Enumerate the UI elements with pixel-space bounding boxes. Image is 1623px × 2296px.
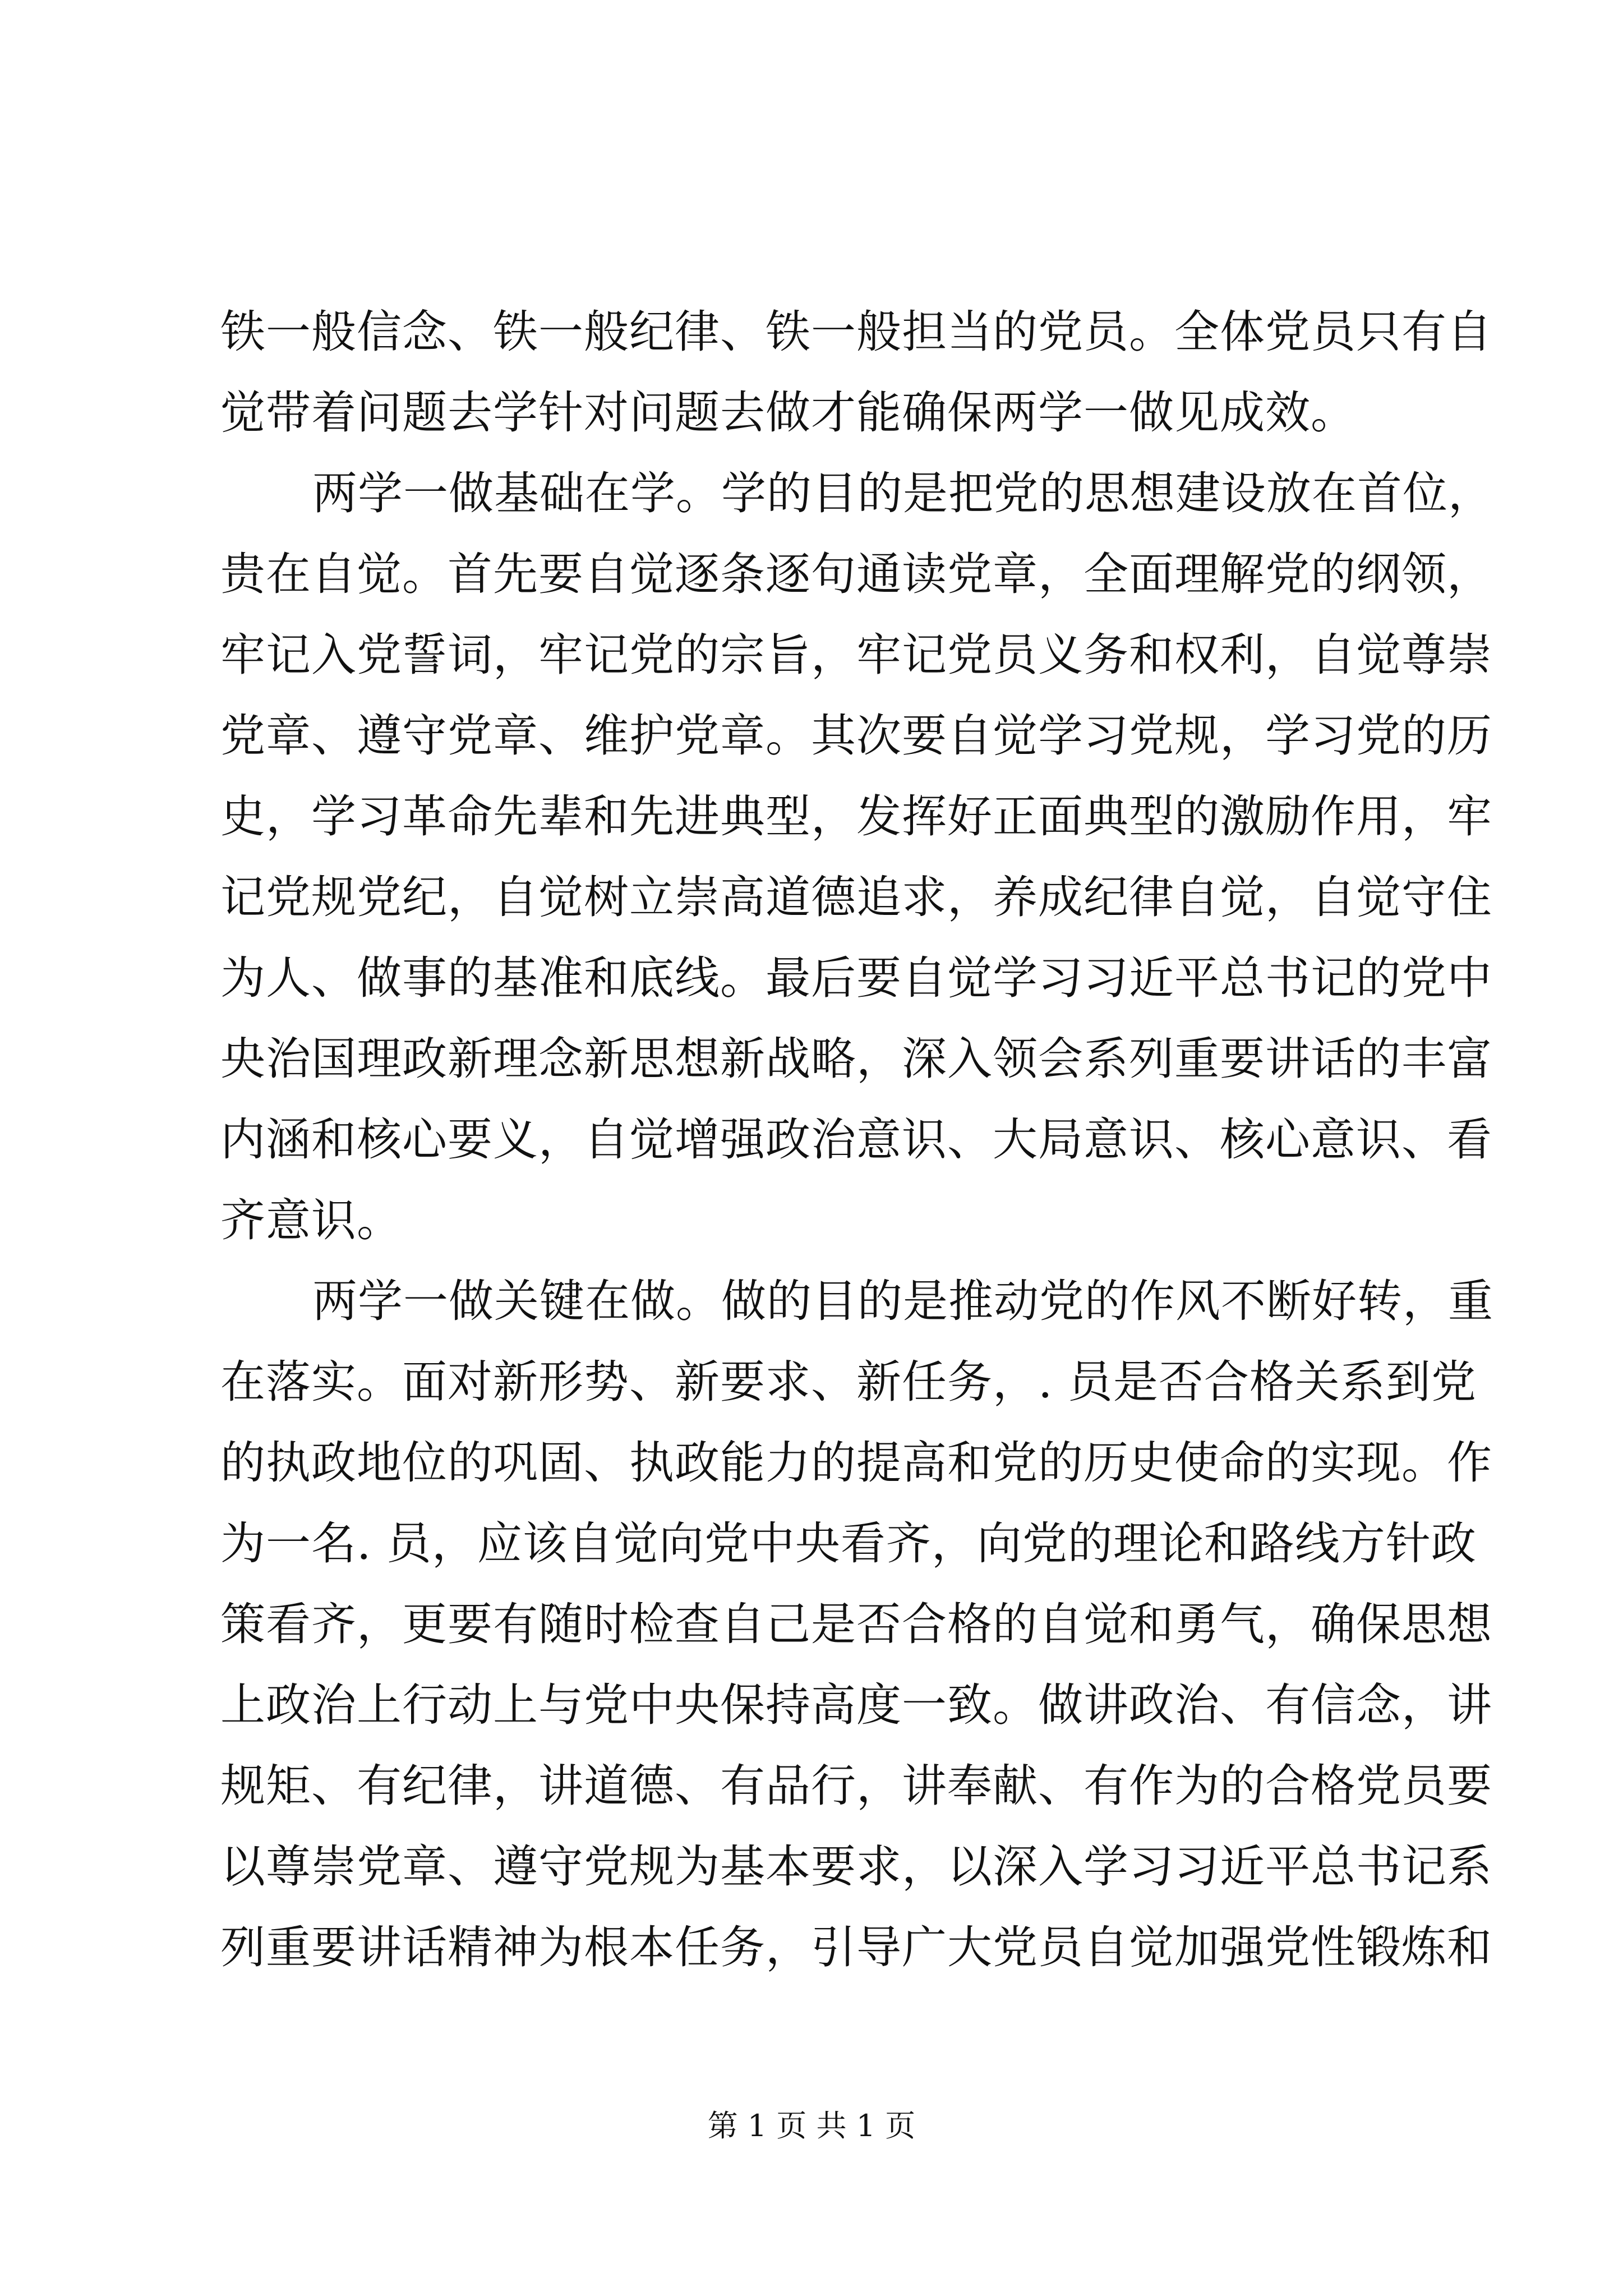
text-line: 在落实。面对新形势、新要求、新任务，. 员是否合格关系到党 xyxy=(220,1356,1477,1408)
text-line: 史，学习革命先辈和先进典型，发挥好正面典型的激励作用，牢 xyxy=(220,790,1492,843)
text-line: 规矩、有纪律，讲道德、有品行，讲奉献、有作为的合格党员要 xyxy=(220,1760,1492,1812)
text-line: 为人、做事的基准和底线。最后要自觉学习习近平总书记的党中 xyxy=(220,952,1492,1004)
text-line: 为一名. 员，应该自觉向党中央看齐，向党的理论和路线方针政 xyxy=(220,1517,1477,1570)
text-line: 觉带着问题去学针对问题去做才能确保两学一做见成效。 xyxy=(220,386,1356,439)
text-line: 上政治上行动上与党中央保持高度一致。做讲政治、有信念，讲 xyxy=(220,1679,1492,1731)
text-line: 牢记入党誓词，牢记党的宗旨，牢记党员义务和权利，自觉尊崇 xyxy=(220,629,1492,681)
text-line: 党章、遵守党章、维护党章。其次要自觉学习党规，学习党的历 xyxy=(220,710,1492,762)
text-line: 两学一做关键在做。做的目的是推动党的作风不断好转，重 xyxy=(312,1275,1493,1327)
text-line: 两学一做基础在学。学的目的是把党的思想建设放在首位， xyxy=(312,467,1493,519)
text-line: 记党规党纪，自觉树立崇高道德追求，养成纪律自觉，自觉守住 xyxy=(220,871,1492,923)
text-line: 贵在自觉。首先要自觉逐条逐句通读党章，全面理解党的纲领， xyxy=(220,548,1492,600)
body-text xyxy=(220,292,1493,1988)
text-line: 列重要讲话精神为根本任务，引导广大党员自觉加强党性锻炼和 xyxy=(220,1921,1492,1973)
text-line: 策看齐，更要有随时检查自己是否合格的自觉和勇气，确保思想 xyxy=(220,1598,1492,1650)
text-line: 内涵和核心要义，自觉增强政治意识、大局意识、核心意识、看 xyxy=(220,1114,1492,1166)
text-line: 的执政地位的巩固、执政能力的提高和党的历史使命的实现。作 xyxy=(220,1437,1492,1489)
text-line: 央治国理政新理念新思想新战略，深入领会系列重要讲话的丰富 xyxy=(220,1033,1492,1085)
text-line: 铁一般信念、铁一般纪律、铁一般担当的党员。全体党员只有自 xyxy=(220,306,1492,358)
page-footer: 第 1 页 共 1 页 xyxy=(707,2108,916,2143)
text-line: 齐意识。 xyxy=(220,1194,402,1246)
text-line: 以尊崇党章、遵守党规为基本要求，以深入学习习近平总书记系 xyxy=(220,1841,1492,1893)
